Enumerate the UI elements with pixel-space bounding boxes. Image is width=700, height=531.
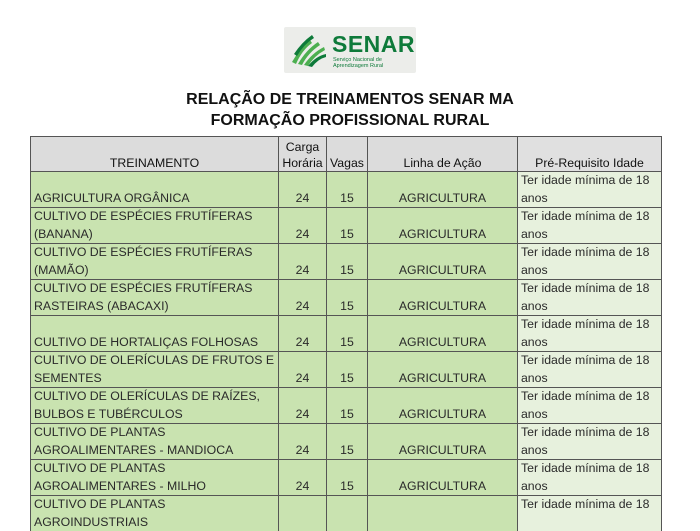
cell-requisito: Ter idade mínima de 18 anos (517, 352, 661, 388)
cell-requisito: Ter idade mínima de 18 anos (517, 316, 661, 352)
table-row (31, 208, 662, 244)
cell-vagas: 15 (327, 424, 368, 460)
trainings-table (30, 136, 662, 531)
cell-treinamento: CULTIVO DE OLERÍCULAS DE FRUTOS E SEMENTES (31, 352, 279, 388)
cell-requisito: Ter idade mínima de 18 anos (517, 280, 661, 316)
cell-treinamento: CULTIVO DE PLANTAS AGROALIMENTARES - MILHO (31, 460, 279, 496)
cell-linha: AGRICULTURA (367, 388, 517, 424)
senar-logo (284, 27, 416, 73)
cell-linha: AGRICULTURA (367, 424, 517, 460)
cell-carga (279, 496, 327, 531)
cell-treinamento: CULTIVO DE PLANTAS AGROINDUSTRIAIS (31, 496, 279, 531)
cell-linha (367, 496, 517, 531)
cell-vagas: 15 (327, 280, 368, 316)
table-row (31, 496, 662, 531)
cell-requisito: Ter idade mínima de 18 (517, 496, 661, 531)
cell-linha: AGRICULTURA (367, 244, 517, 280)
table-row (31, 316, 662, 352)
table-row (31, 280, 662, 316)
cell-carga: 24 (279, 172, 327, 208)
cell-requisito: Ter idade mínima de 18 anos (517, 244, 661, 280)
col-header-carga: Carga Horária (279, 137, 327, 172)
table-row (31, 244, 662, 280)
cell-vagas: 15 (327, 208, 368, 244)
table-row (31, 172, 662, 208)
cell-carga: 24 (279, 280, 327, 316)
cell-linha: AGRICULTURA (367, 172, 517, 208)
cell-treinamento: CULTIVO DE ESPÉCIES FRUTÍFERAS RASTEIRAS (ABACAXI) (31, 280, 279, 316)
cell-linha: AGRICULTURA (367, 316, 517, 352)
cell-treinamento: CULTIVO DE ESPÉCIES FRUTÍFERAS (MAMÃO) (31, 244, 279, 280)
page-title: RELAÇÃO DE TREINAMENTOS SENAR MA (0, 91, 700, 109)
cell-carga: 24 (279, 244, 327, 280)
table-row (31, 460, 662, 496)
cell-vagas: 15 (327, 352, 368, 388)
logo-subtitle: Serviço Nacional de Aprendizagem Rural (333, 57, 413, 69)
cell-carga: 24 (279, 460, 327, 496)
cell-carga: 24 (279, 388, 327, 424)
col-header-vagas: Vagas (327, 137, 368, 172)
cell-vagas: 15 (327, 244, 368, 280)
cell-treinamento: AGRICULTURA ORGÂNICA (31, 172, 279, 208)
cell-treinamento: CULTIVO DE HORTALIÇAS FOLHOSAS (31, 316, 279, 352)
cell-treinamento: CULTIVO DE ESPÉCIES FRUTÍFERAS (BANANA) (31, 208, 279, 244)
col-header-treinamento: TREINAMENTO (31, 137, 279, 172)
cell-linha: AGRICULTURA (367, 280, 517, 316)
cell-vagas: 15 (327, 172, 368, 208)
cell-requisito: Ter idade mínima de 18 anos (517, 460, 661, 496)
cell-carga: 24 (279, 208, 327, 244)
col-header-linha: Linha de Ação (367, 137, 517, 172)
senar-leaf-icon (290, 32, 328, 68)
cell-requisito: Ter idade mínima de 18 anos (517, 388, 661, 424)
cell-treinamento: CULTIVO DE OLERÍCULAS DE RAÍZES, BULBOS E TUBÉRCULOS (31, 388, 279, 424)
cell-requisito: Ter idade mínima de 18 anos (517, 424, 661, 460)
cell-linha: AGRICULTURA (367, 352, 517, 388)
table-row (31, 424, 662, 460)
cell-vagas: 15 (327, 460, 368, 496)
cell-linha: AGRICULTURA (367, 208, 517, 244)
page-subtitle: FORMAÇÃO PROFISSIONAL RURAL (0, 112, 700, 130)
cell-treinamento: CULTIVO DE PLANTAS AGROALIMENTARES - MANDIOCA (31, 424, 279, 460)
cell-vagas (327, 496, 368, 531)
table-row (31, 352, 662, 388)
cell-carga: 24 (279, 424, 327, 460)
cell-carga: 24 (279, 352, 327, 388)
cell-requisito: Ter idade mínima de 18 anos (517, 172, 661, 208)
cell-vagas: 15 (327, 316, 368, 352)
cell-vagas: 15 (327, 388, 368, 424)
table-row (31, 388, 662, 424)
logo-brand-text: SENAR (332, 31, 415, 58)
col-header-requisito: Pré-Requisito Idade (517, 137, 661, 172)
table-header-row (31, 137, 662, 172)
cell-linha: AGRICULTURA (367, 460, 517, 496)
cell-carga: 24 (279, 316, 327, 352)
cell-requisito: Ter idade mínima de 18 anos (517, 208, 661, 244)
